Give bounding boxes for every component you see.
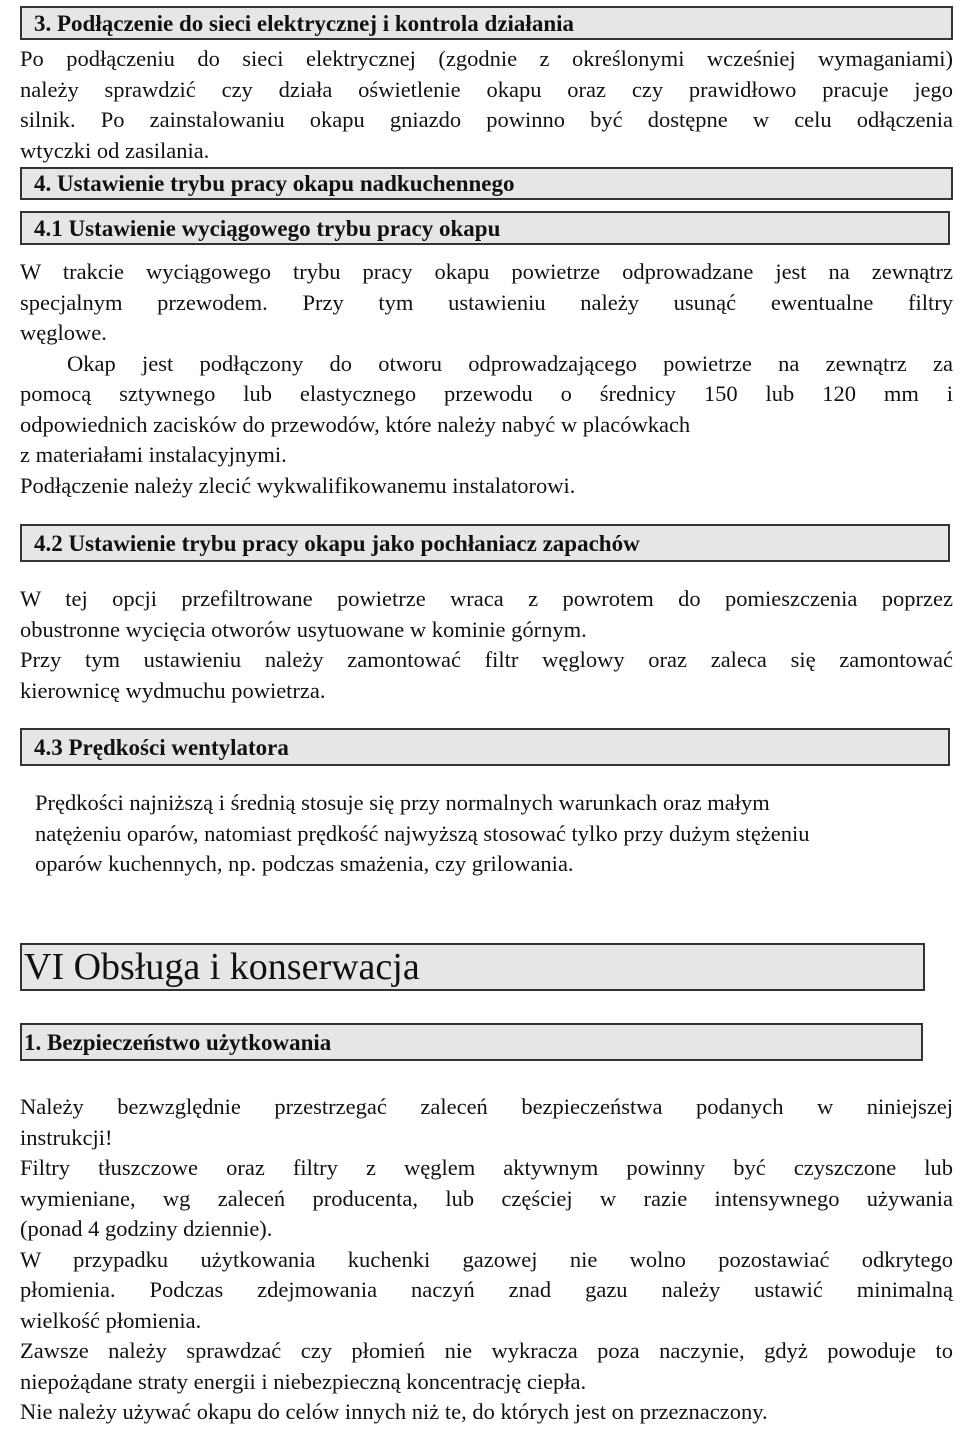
text-line: odpowiednich zacisków do przewodów, które należy nabyć w placówkach bbox=[20, 411, 691, 437]
text-line: (ponad 4 godziny dziennie). bbox=[20, 1216, 273, 1241]
text-line: należy sprawdzić czy działa oświetlenie okapu oraz czy prawidłowo pracuje jego bbox=[20, 76, 953, 102]
text-line: Nie należy używać okapu do celów innych niż te, do których jest on przeznaczony. bbox=[20, 1399, 768, 1424]
text-line: płomienia. Podczas zdejmowania naczyń znad gazu należy ustawić minimalną bbox=[20, 1277, 953, 1302]
text-line: specjalnym przewodem. Przy tym ustawieniu należy usunąć ewentualne filtry bbox=[20, 289, 953, 315]
text-line: pomocą sztywnego lub elastycznego przewodu o średnicy 150 lub 120 mm i bbox=[20, 381, 953, 406]
text-line: W trakcie wyciągowego trybu pracy okapu powietrze odprowadzane jest na zewnątrz bbox=[20, 259, 953, 284]
section-3-heading: 3. Podłączenie do sieci elektrycznej i kontrola działania bbox=[20, 6, 953, 40]
text-line: wielkość płomienia. bbox=[20, 1307, 202, 1333]
text-line: Zawsze należy sprawdzać czy płomień nie wykracza poza naczynie, gdyż powoduje to bbox=[20, 1338, 953, 1363]
section-3-text bbox=[20, 44, 953, 166]
text-line: kierownicę wydmuchu powietrza. bbox=[20, 677, 326, 703]
text-line: Okap jest podłączony do otworu odprowadzającego powietrze na zewnątrz za bbox=[67, 350, 953, 376]
section-4-2-text bbox=[20, 584, 953, 706]
section-4-heading: 4. Ustawienie trybu pracy okapu nadkuchennego bbox=[20, 167, 953, 200]
text-line: Przy tym ustawieniu należy zamontować filtr węglowy oraz zaleca się zamontować bbox=[20, 647, 953, 672]
section-4-3-heading: 4.3 Prędkości wentylatora bbox=[20, 728, 950, 766]
section-vi-1-text bbox=[20, 1092, 953, 1428]
text-line: z materiałami instalacyjnymi. bbox=[20, 442, 287, 467]
section-vi-1-heading: 1. Bezpieczeństwo użytkowania bbox=[20, 1023, 923, 1061]
text-line: wymieniane, wg zaleceń producenta, lub częściej w razie intensywnego używania bbox=[20, 1185, 953, 1211]
text-line: Prędkości najniższą i średnią stosuje się przy normalnych warunkach oraz małym bbox=[35, 790, 770, 815]
text-line: obustronne wycięcia otworów usytuowane w kominie górnym. bbox=[20, 616, 587, 642]
text-line: oparów kuchennych, np. podczas smażenia, czy grilowania. bbox=[35, 851, 574, 876]
text-line: Należy bezwzględnie przestrzegać zaleceń bezpieczeństwa podanych w niniejszej bbox=[20, 1094, 953, 1119]
text-line: natężeniu oparów, natomiast prędkość najwyższą stosować tylko przy dużym stężeniu bbox=[35, 820, 810, 846]
text-line: niepożądane straty energii i niebezpieczną koncentrację ciepła. bbox=[20, 1368, 587, 1394]
text-line: W tej opcji przefiltrowane powietrze wraca z powrotem do pomieszczenia poprzez bbox=[20, 586, 953, 611]
text-line: silnik. Po zainstalowaniu okapu gniazdo powinno być dostępne w celu odłączenia bbox=[20, 107, 953, 132]
text-line: instrukcji! bbox=[20, 1124, 113, 1150]
text-line: węglowe. bbox=[20, 320, 107, 345]
section-4-1-text bbox=[20, 257, 953, 501]
section-4-1-heading: 4.1 Ustawienie wyciągowego trybu pracy okapu bbox=[20, 211, 950, 245]
chapter-vi-heading: VI Obsługa i konserwacja bbox=[20, 943, 925, 991]
text-line: Filtry tłuszczowe oraz filtry z węglem aktywnym powinny być czyszczone lub bbox=[20, 1155, 953, 1180]
section-4-3-text bbox=[35, 788, 953, 880]
text-line: wtyczki od zasilania. bbox=[20, 137, 210, 163]
text-line: W przypadku użytkowania kuchenki gazowej nie wolno pozostawiać odkrytego bbox=[20, 1246, 953, 1272]
text-line: Podłączenie należy zlecić wykwalifikowanemu instalatorowi. bbox=[20, 472, 576, 498]
section-4-2-heading: 4.2 Ustawienie trybu pracy okapu jako pochłaniacz zapachów bbox=[20, 524, 950, 562]
text-line: Po podłączeniu do sieci elektrycznej (zgodnie z określonymi wcześniej wymaganiami) bbox=[20, 46, 953, 71]
